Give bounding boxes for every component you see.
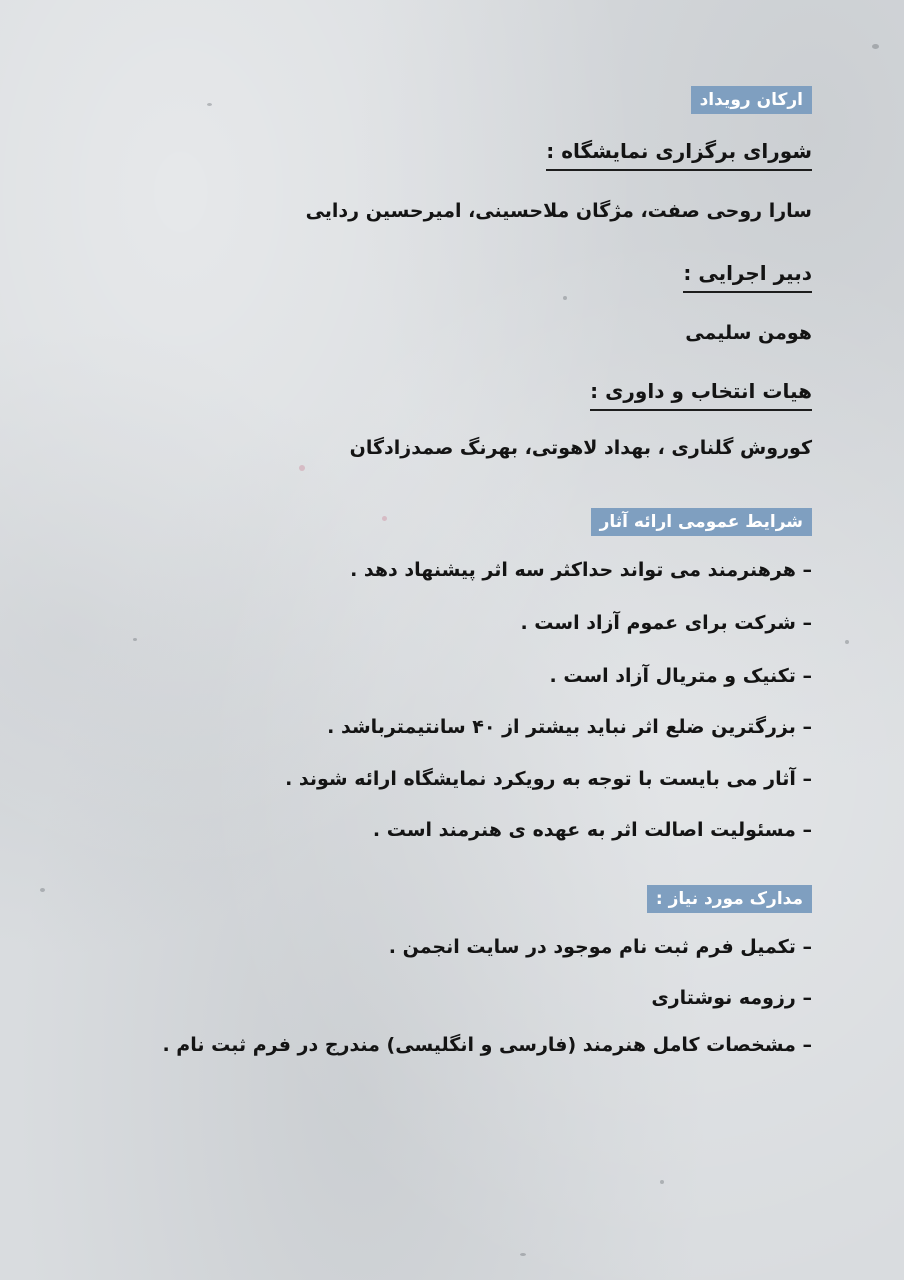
condition-item: – مسئولیت اصالت اثر به عهده ی هنرمند است .: [372, 819, 812, 841]
section-heading-required-documents: مدارک مورد نیاز :: [647, 885, 812, 913]
council-label: شورای برگزاری نمایشگاه :: [546, 136, 812, 171]
condition-item: – آثار می بایست با توجه به رویکرد نمایشگاه ارائه شوند .: [285, 768, 812, 790]
secretary-name: هومن سلیمی: [685, 322, 812, 344]
document-item: – تکمیل فرم ثبت نام موجود در سایت انجمن .: [388, 936, 812, 958]
condition-item: – هرهنرمند می تواند حداکثر سه اثر پیشنهاد دهد .: [350, 559, 812, 581]
section-heading-event-pillars: ارکان رویداد: [691, 86, 812, 114]
jury-members: کوروش گلناری ، بهداد لاهوتی، بهرنگ صمدزادگان: [349, 437, 812, 459]
condition-item: – تکنیک و متریال آزاد است .: [549, 665, 812, 687]
document-item: – مشخصات کامل هنرمند (فارسی و انگلیسی) مندرج در فرم ثبت نام .: [162, 1034, 812, 1056]
council-members: سارا روحی صفت، مژگان ملاحسینی، امیرحسین ردایی: [305, 200, 812, 222]
jury-label: هیات انتخاب و داوری :: [590, 376, 812, 411]
document-item: – رزومه نوشتاری: [651, 987, 812, 1009]
condition-item: – بزرگترین ضلع اثر نباید بیشتر از ۴۰ سانتیمترباشد .: [327, 716, 812, 738]
condition-item: – شرکت برای عموم آزاد است .: [520, 612, 812, 634]
secretary-label: دبیر اجرایی :: [683, 258, 812, 293]
section-heading-general-conditions: شرایط عمومی ارائه آثار: [591, 508, 812, 536]
